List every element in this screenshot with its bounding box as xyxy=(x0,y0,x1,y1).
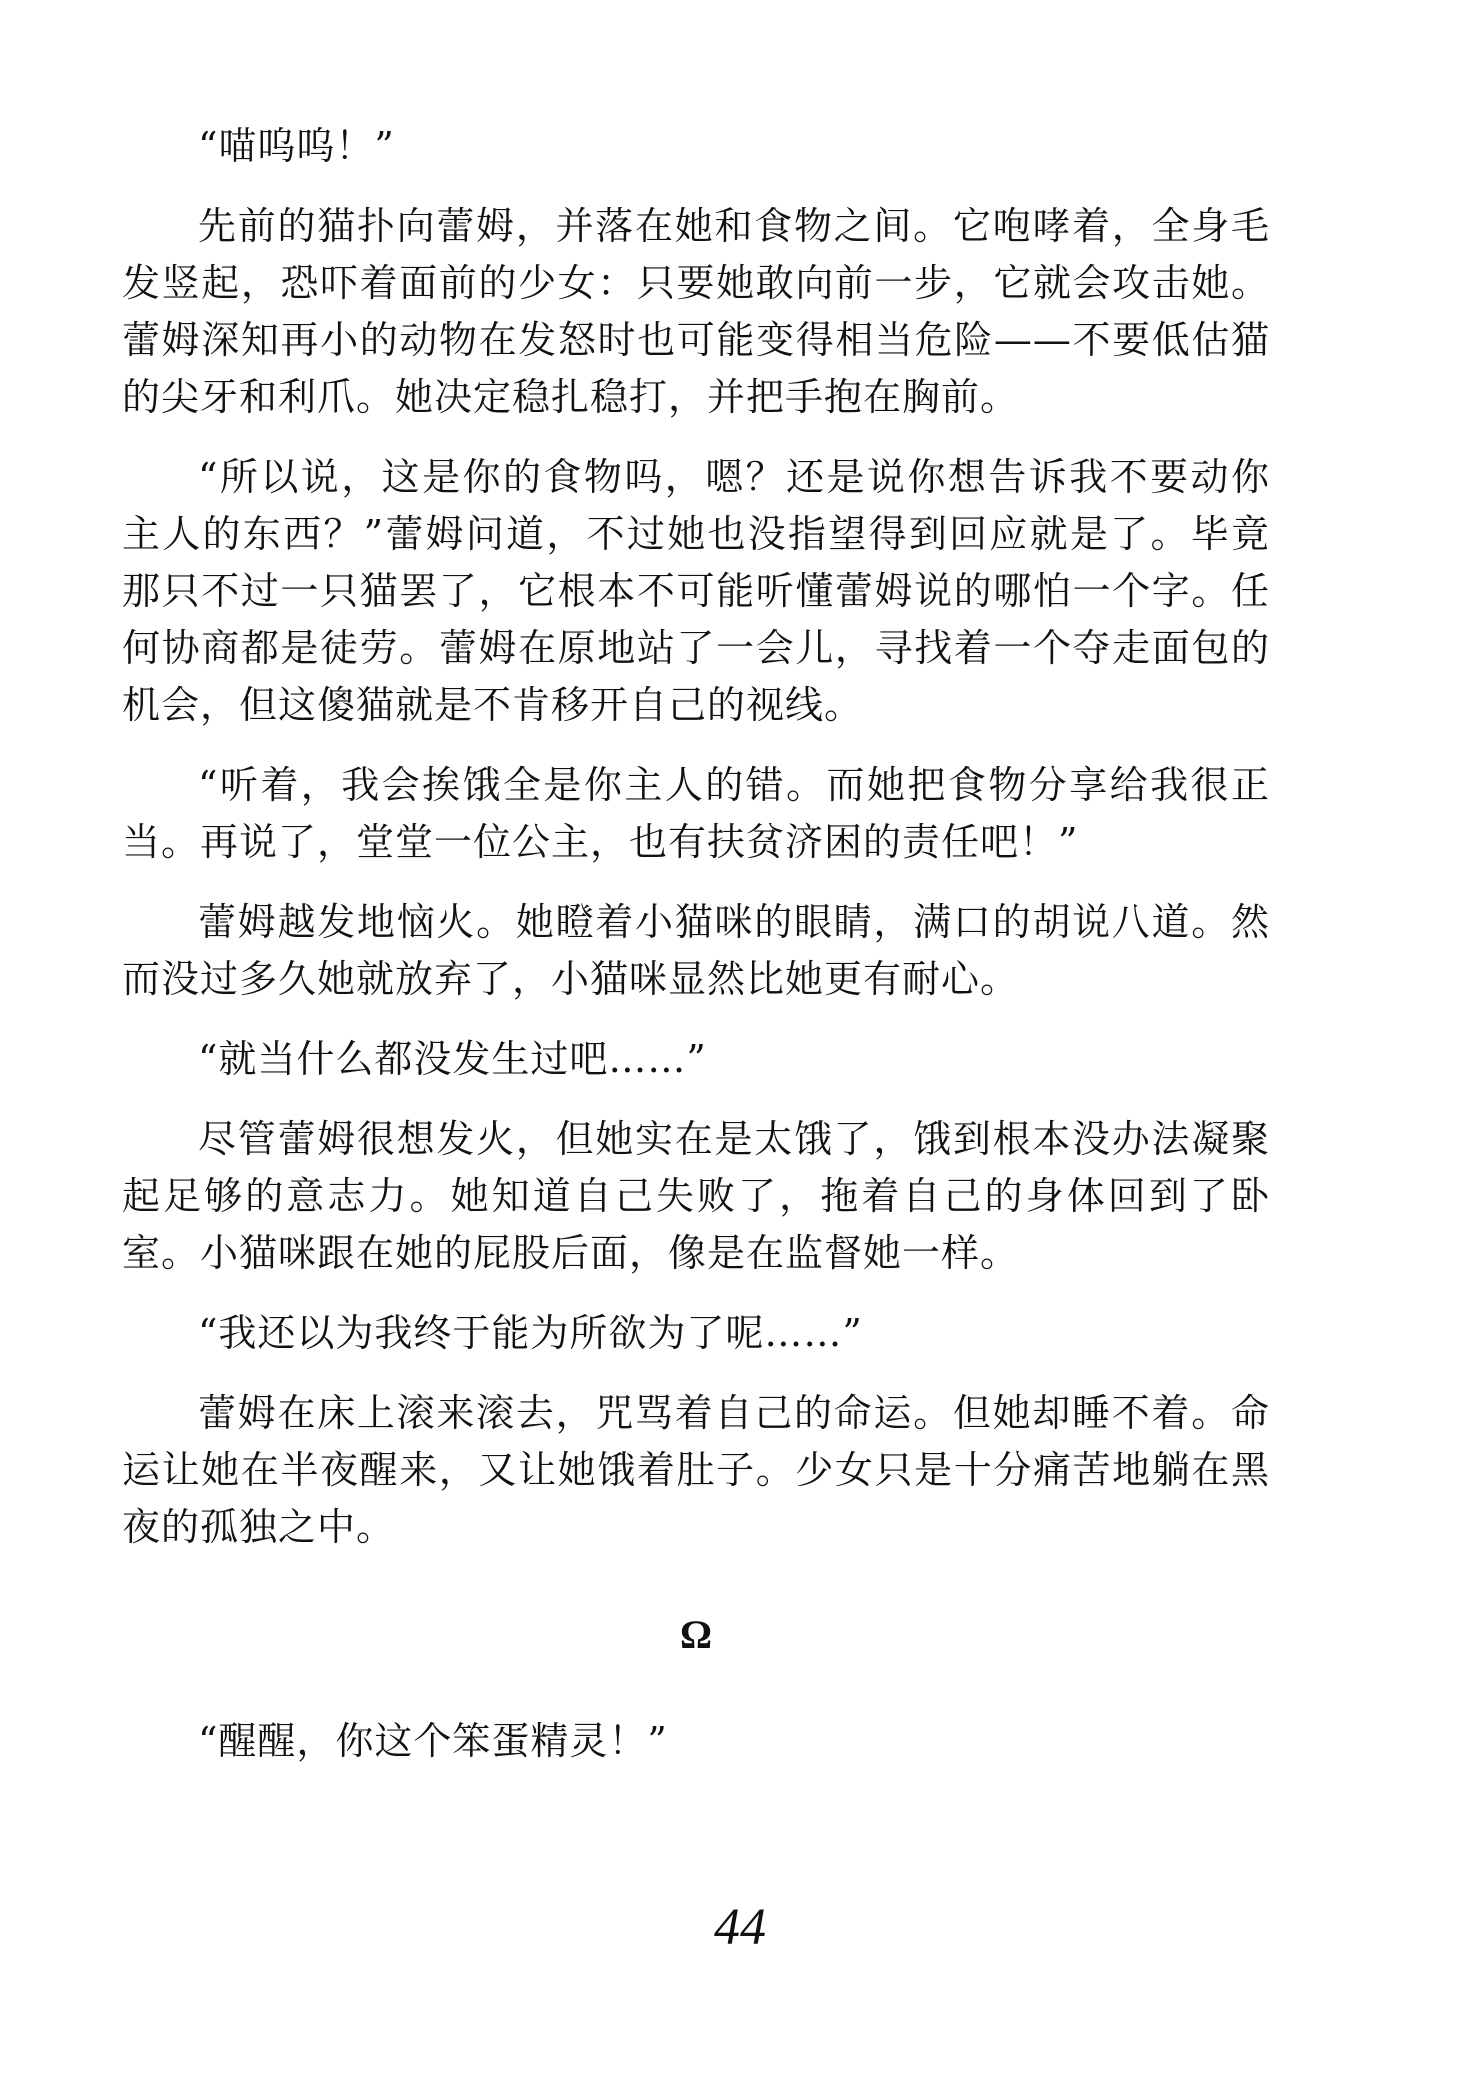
paragraph: 蕾姆越发地恼火。她瞪着小猫咪的眼睛，满口的胡说八道。然而没过多久她就放弃了，小猫咪显然比她更有耐心。 xyxy=(122,900,1270,1001)
paragraph: “所以说，这是你的食物吗，嗯？还是说你想告诉我不要动你主人的东西？”蕾姆问道，不过她也没指望得到回应就是了。毕竟那只不过一只猫罢了，它根本不可能听懂蕾姆说的哪怕一个字。任何协商都是徒劳。蕾姆在原地站了一会儿，寻找着一个夺走面包的机会，但这傻猫就是不肯移开自己的视线。 xyxy=(122,455,1270,727)
paragraph: 先前的猫扑向蕾姆，并落在她和食物之间。它咆哮着，全身毛发竖起，恐吓着面前的少女：只要她敢向前一步，它就会攻击她。蕾姆深知再小的动物在发怒时也可能变得相当危险——不要低估猫的尖牙和利爪。她决定稳扎稳打，并把手抱在胸前。 xyxy=(122,204,1270,419)
paragraph: “听着，我会挨饿全是你主人的错。而她把食物分享给我很正当。再说了，堂堂一位公主，也有扶贫济困的责任吧！” xyxy=(122,763,1270,864)
paragraph: “就当什么都没发生过吧……” xyxy=(198,1037,707,1081)
paragraph: “醒醒，你这个笨蛋精灵！” xyxy=(198,1719,668,1763)
section-break-omega: Ω xyxy=(679,1612,713,1657)
page-number: 44 xyxy=(714,1899,766,1956)
paragraph: “我还以为我终于能为所欲为了呢……” xyxy=(198,1311,863,1355)
paragraph: 尽管蕾姆很想发火，但她实在是太饿了，饿到根本没办法凝聚起足够的意志力。她知道自己失败了，拖着自己的身体回到了卧室。小猫咪跟在她的屁股后面，像是在监督她一样。 xyxy=(122,1117,1270,1275)
paragraph: 蕾姆在床上滚来滚去，咒骂着自己的命运。但她却睡不着。命运让她在半夜醒来，又让她饿着肚子。少女只是十分痛苦地躺在黑夜的孤独之中。 xyxy=(122,1391,1270,1549)
body-text xyxy=(122,118,1270,1770)
paragraph: “喵呜呜！” xyxy=(198,124,395,168)
